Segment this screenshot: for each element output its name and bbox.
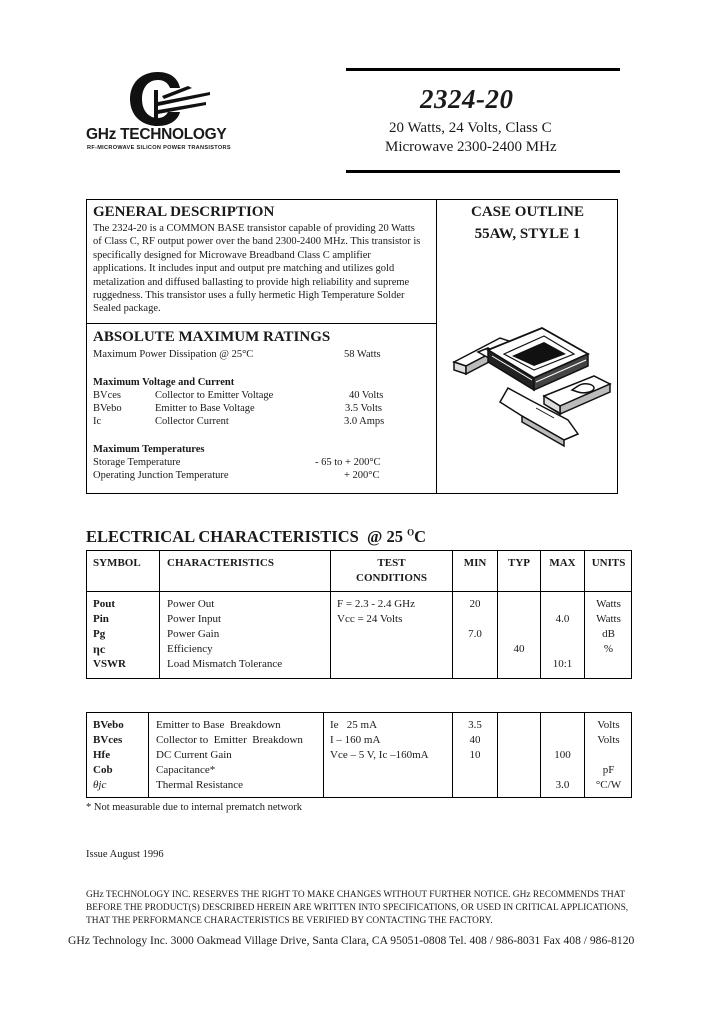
description-line: applications. It includes input and output pre matching and utilizes gold <box>93 263 395 275</box>
row-test-condition: Vce – 5 V, Ic –160mA <box>330 749 429 761</box>
row-max: 10:1 <box>552 658 573 670</box>
footer-address: GHz Technology Inc. 3000 Oakmead Village Drive, Santa Clara, CA 95051-0808 Tel. 408 / 986-8031 Fax 408 / 986-8120 <box>68 934 635 947</box>
row-symbol: Hfe <box>93 749 111 761</box>
temperature-value: - 65 to + 200°C <box>315 457 381 468</box>
max-power-label: Maximum Power Dissipation @ 25°C <box>93 349 254 360</box>
description-line: The 2324-20 is a COMMON BASE transistor capable of providing 20 Watts <box>93 223 415 234</box>
header-max: MAX <box>549 557 576 569</box>
row-symbol: BVebo <box>93 719 124 731</box>
row-characteristic: Load Mismatch Tolerance <box>167 658 283 670</box>
temperature-label: Storage Temperature <box>93 457 181 468</box>
row-test-condition: Ie 25 mA <box>330 719 378 731</box>
col-divider <box>323 712 324 798</box>
header-characteristics: CHARACTERISTICS <box>167 557 274 569</box>
abs-max-title: ABSOLUTE MAXIMUM RATINGS <box>93 329 331 345</box>
row-characteristic: Capacitance* <box>156 764 216 776</box>
row-symbol: Pout <box>93 598 115 610</box>
row-symbol: θjc <box>93 779 107 791</box>
rating-value: 3.5 Volts <box>345 403 382 414</box>
col-divider <box>159 550 160 679</box>
row-max: 3.0 <box>555 779 570 791</box>
company-logo-mark <box>118 66 214 132</box>
row-units: Watts <box>596 598 621 610</box>
description-line: metalization and diffused ballasting to provide high reliability and supreme <box>93 276 410 288</box>
row-characteristic: DC Current Gain <box>156 749 232 761</box>
row-characteristic: Power Out <box>167 598 215 610</box>
electrical-title-degree: O <box>407 527 415 538</box>
spec-line-1: 20 Watts, 24 Volts, Class C <box>389 120 552 136</box>
row-units: pF <box>602 764 615 776</box>
row-symbol: Cob <box>93 764 113 776</box>
part-number: 2324-20 <box>420 84 514 114</box>
rating-value: 3.0 Amps <box>344 416 385 427</box>
description-line: specifically designed for Microwave Breadband Class C amplifier <box>93 249 371 261</box>
temperature-heading: Maximum Temperatures <box>93 444 205 455</box>
max-power-value: 58 Watts <box>344 349 381 360</box>
row-symbol: BVces <box>93 734 123 746</box>
row-units: °C/W <box>595 779 622 791</box>
row-min: 3.5 <box>468 719 482 731</box>
row-min: 10 <box>469 749 481 761</box>
row-typ: 40 <box>513 643 525 655</box>
row-symbol: VSWR <box>93 658 127 670</box>
disclaimer-line: BEFORE THE PRODUCT(S) DESCRIBED HEREIN ARE WRITTEN INTO SPECIFICATIONS, OR USED IN CRITICAL APPLICATIONS, <box>86 903 629 913</box>
electrical-title-unit: C <box>414 527 427 546</box>
rating-symbol: Ic <box>93 416 102 427</box>
header-min: MIN <box>463 557 487 569</box>
disclaimer-line: GHz TECHNOLOGY INC. RESERVES THE RIGHT TO MAKE CHANGES WITHOUT FURTHER NOTICE. GHz RECOMMENDS THAT <box>86 890 626 900</box>
rating-symbol: BVebo <box>93 403 122 414</box>
voltage-heading: Maximum Voltage and Current <box>93 377 235 388</box>
temperature-value: + 200°C <box>344 470 380 481</box>
row-characteristic: Emitter to Base Breakdown <box>156 719 281 731</box>
row-max: 4.0 <box>555 613 570 625</box>
footnote: * Not measurable due to internal prematch network <box>86 802 303 813</box>
temperature-label: Operating Junction Temperature <box>93 470 229 481</box>
company-tagline: RF-MICROWAVE SILICON POWER TRANSISTORS <box>87 145 231 151</box>
row-min: 40 <box>469 734 481 746</box>
description-line: ruggedness. This transistor uses a fully hermetic High Temperature Solder <box>93 290 405 302</box>
spec-line-2: Microwave 2300-2400 MHz <box>385 139 557 155</box>
electrical-title-text: ELECTRICAL CHARACTERISTICS @ 25 <box>86 527 408 546</box>
row-symbol: ηc <box>93 642 106 656</box>
header-top-rule <box>346 68 620 71</box>
row-characteristic: Efficiency <box>167 643 213 655</box>
header-test: TEST <box>377 557 406 569</box>
overview-box-divider <box>436 199 437 494</box>
row-units: Volts <box>597 719 620 731</box>
disclaimer <box>86 889 646 928</box>
header-bottom-rule <box>346 170 620 173</box>
issue-date: Issue August 1996 <box>86 849 164 860</box>
header-units: UNITS <box>591 557 626 569</box>
row-symbol: Pg <box>93 628 106 640</box>
row-test-condition: Vcc = 24 Volts <box>337 613 403 625</box>
row-units: dB <box>602 628 615 640</box>
col-divider <box>497 712 498 798</box>
row-min: 20 <box>469 598 481 610</box>
description-line: Sealed package. <box>93 303 161 315</box>
case-outline-title: CASE OUTLINE <box>471 204 584 220</box>
row-max: 100 <box>554 749 571 761</box>
row-characteristic: Power Gain <box>167 628 220 640</box>
row-units: % <box>603 643 614 655</box>
rating-description: Collector to Emitter Voltage <box>155 390 274 401</box>
row-characteristic: Power Input <box>167 613 222 625</box>
row-units: Watts <box>596 613 621 625</box>
row-characteristic: Collector to Emitter Breakdown <box>156 734 303 746</box>
header-conditions: CONDITIONS <box>356 572 427 584</box>
header-symbol: SYMBOL <box>93 557 141 569</box>
rating-description: Emitter to Base Voltage <box>155 403 255 414</box>
row-symbol: Pin <box>93 613 109 625</box>
rating-value: 40 Volts <box>349 390 384 401</box>
disclaimer-line: THAT THE PERFORMANCE CHARACTERISTICS BE VERIFIED BY CONTACTING THE FACTORY. <box>86 916 493 926</box>
rating-description: Collector Current <box>155 416 229 427</box>
general-description-title: GENERAL DESCRIPTION <box>93 204 275 220</box>
description-divider <box>86 323 437 324</box>
row-test-condition: I – 160 mA <box>330 734 381 746</box>
company-name: GHz TECHNOLOGY <box>86 126 227 143</box>
electrical-title <box>86 527 426 547</box>
rating-symbol: BVces <box>93 390 121 401</box>
case-outline-subtitle: 55AW, STYLE 1 <box>474 226 581 242</box>
col-divider <box>148 712 149 798</box>
row-min: 7.0 <box>468 628 482 640</box>
row-units: Volts <box>597 734 620 746</box>
table-header-rule <box>86 591 632 592</box>
description-line: of Class C, RF output power over the band 2300-2400 MHz. This transistor is <box>93 236 421 248</box>
header-typ: TYP <box>508 557 530 569</box>
package-drawing <box>448 324 614 450</box>
row-test-condition: F = 2.3 - 2.4 GHz <box>337 598 416 610</box>
general-description-body <box>93 222 435 316</box>
row-characteristic: Thermal Resistance <box>156 779 244 791</box>
